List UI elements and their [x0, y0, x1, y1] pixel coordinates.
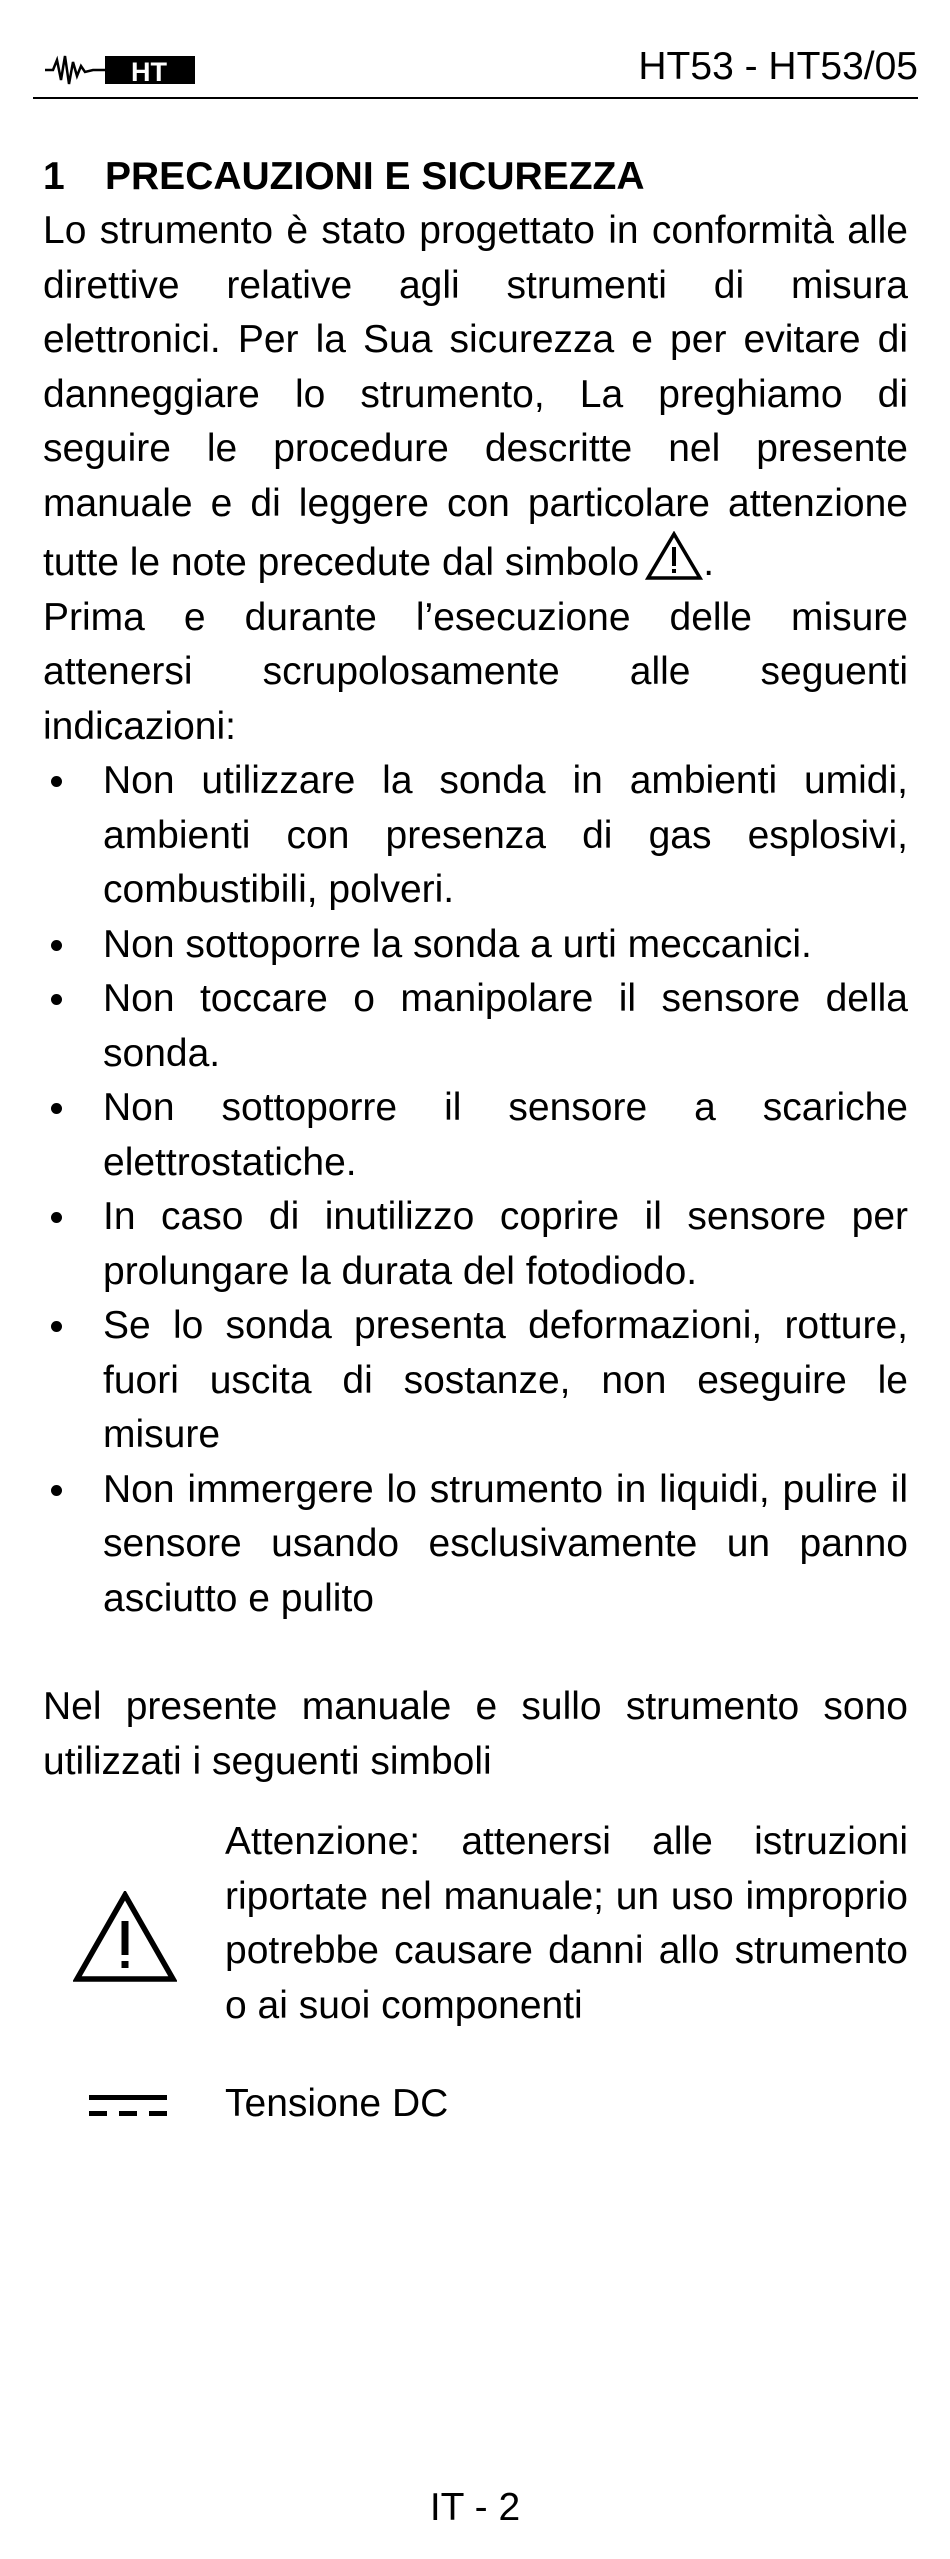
intro-end-punctuation: . — [703, 541, 715, 584]
section-number: 1 — [43, 155, 65, 198]
bullet-icon — [51, 994, 62, 1005]
document-model-title: HT53 - HT53/05 — [638, 45, 918, 88]
precautions-list — [43, 754, 908, 1626]
dc-voltage-icon — [89, 2093, 167, 2119]
list-item: Se lo sonda presenta deformazioni, rotture, fuori uscita di sostanze, non eseguire le misure — [43, 1299, 908, 1463]
symbols-spacer — [43, 1789, 908, 1815]
ht-logo-icon — [45, 52, 195, 88]
list-item: Non sottoporre la sonda a urti meccanici. — [43, 918, 908, 973]
svg-text:HT: HT — [131, 57, 167, 87]
symbol-icon-cell — [43, 1891, 223, 2001]
list-item: In caso di inutilizzo coprire il sensore per prolungare la durata del fotodiodo. — [43, 1190, 908, 1299]
intro-text: Lo strumento è stato progettato in conformità alle direttive relative agli strumenti di misura elettronici. Per la Sua sicurezza e per evitare di danneggiare lo strumento, La preghiamo di seguire le procedure descritte nel presente manuale e di leggere con particolare attenzione tutte le note precedute dal simbolo — [43, 209, 908, 584]
bullet-icon — [51, 940, 62, 951]
intro-paragraph — [43, 204, 908, 591]
bullet-icon — [51, 1485, 62, 1496]
intro-paragraph-2: Prima e durante l’esecuzione delle misure attenersi scrupolosamente alle seguenti indicazioni: — [43, 595, 908, 748]
list-item: Non immergere lo strumento in liquidi, pulire il sensore usando esclusivamente un panno asciutto e pulito — [43, 1463, 908, 1627]
paragraph-spacer — [43, 1626, 908, 1680]
section-title: PRECAUZIONI E SICUREZZA — [105, 155, 645, 198]
page-content — [43, 150, 908, 2132]
section-heading — [43, 150, 908, 204]
symbol-description: Tensione DC — [225, 2082, 449, 2125]
list-item: Non toccare o manipolare il sensore della sonda. — [43, 972, 908, 1081]
symbols-intro: Nel presente manuale e sullo strumento sono utilizzati i seguenti simboli — [43, 1685, 908, 1783]
symbol-row-warning — [43, 1815, 908, 2033]
warning-triangle-icon — [73, 1891, 177, 1983]
symbol-row-dc — [43, 2077, 908, 2132]
list-item: Non utilizzare la sonda in ambienti umidi, ambienti con presenza di gas esplosivi, combustibili, polveri. — [43, 754, 908, 918]
list-item: Non sottoporre il sensore a scariche elettrostatiche. — [43, 1081, 908, 1190]
bullet-icon — [51, 1103, 62, 1114]
bullet-icon — [51, 1212, 62, 1223]
bullet-icon — [51, 776, 62, 787]
symbol-icon-cell — [43, 2077, 223, 2137]
page-header — [33, 42, 918, 99]
symbol-description: Attenzione: attenersi alle istruzioni riportate nel manuale; un uso improprio potrebbe causare danni allo strumento o ai suoi componenti — [225, 1820, 908, 2027]
warning-triangle-icon — [645, 531, 703, 581]
symbols-row-spacer — [43, 2033, 908, 2077]
page-number: IT - 2 — [429, 2486, 521, 2529]
bullet-icon — [51, 1321, 62, 1332]
